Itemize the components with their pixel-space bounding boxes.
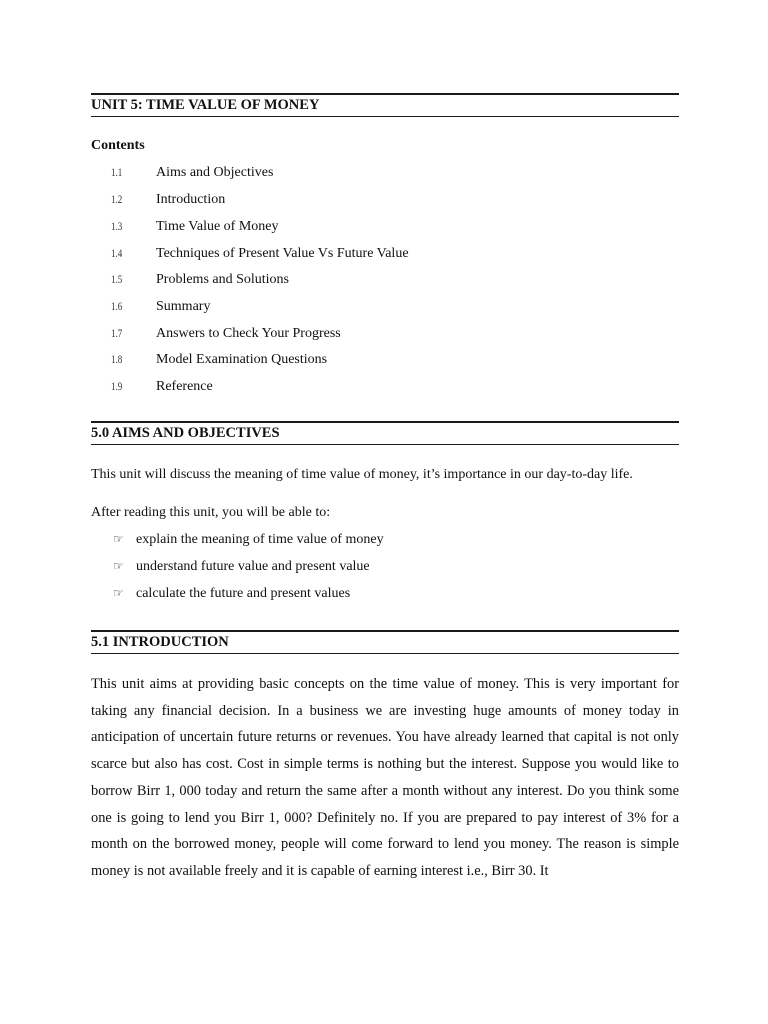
toc-item [111, 165, 273, 181]
toc-item [111, 299, 210, 315]
toc-number: 1.8 [111, 352, 123, 366]
toc-item [111, 326, 341, 342]
contents-heading: Contents [91, 138, 145, 153]
toc-label: Model Examination Questions [156, 352, 328, 367]
aims-lead-text: After reading this unit, you will be able to: [91, 505, 331, 520]
aims-intro-text: This unit will discuss the meaning of time value of money, it’s importance in our day-to-day life. [91, 467, 633, 482]
toc-label: Reference [156, 379, 213, 394]
section-heading: 5.1 INTRODUCTION [91, 634, 229, 650]
toc-item [111, 352, 327, 368]
toc-label: Techniques of Present Value Vs Future Value [156, 246, 409, 261]
bullet-item [113, 559, 370, 575]
toc-number: 1.9 [111, 379, 123, 393]
pointing-hand-icon: ☞ [113, 559, 124, 573]
bullet-text: explain the meaning of time value of money [136, 532, 384, 547]
toc-label: Aims and Objectives [156, 165, 274, 180]
unit-title-bar [91, 93, 679, 117]
pointing-hand-icon: ☞ [113, 532, 124, 546]
pointing-hand-icon: ☞ [113, 586, 124, 600]
toc-number: 1.5 [111, 272, 123, 286]
toc-label: Answers to Check Your Progress [156, 326, 341, 341]
unit-title: UNIT 5: TIME VALUE OF MONEY [91, 97, 320, 113]
toc-number: 1.3 [111, 219, 123, 233]
toc-item [111, 272, 289, 288]
bullet-text: calculate the future and present values [136, 586, 351, 601]
toc-number: 1.2 [111, 192, 123, 206]
toc-label: Summary [156, 299, 211, 314]
section-heading-bar [91, 421, 679, 445]
toc-item [111, 246, 409, 262]
bullet-text: understand future value and present value [136, 559, 370, 574]
toc-number: 1.1 [111, 165, 123, 179]
toc-label: Introduction [156, 192, 226, 207]
section-heading: 5.0 AIMS AND OBJECTIVES [91, 425, 280, 441]
toc-number: 1.7 [111, 326, 123, 340]
toc-item [111, 379, 213, 395]
toc-item [111, 219, 279, 235]
paragraph-text: This unit aims at providing basic concepts on the time value of money. This is very important for taking any financial decision. In a business we are investing huge amounts of money today in anticipation of uncertain future returns or revenues. You have already learned that capital is not only scarce but also has cost. Cost in simple terms is nothing but the interest. Suppose you would like to borrow Birr 1, 000 today and return the same after a month without any interest. Do you think some one is going to lend you Birr 1, 000? Definitely no. If you are prepared to pay interest of 3% for a month on the borrowed money, people will come forward to lend you money. The reason is simple money is not available freely and it is capable of earning interest i.e., Birr 30. It [91, 676, 679, 879]
bullet-item [113, 532, 384, 548]
toc-number: 1.6 [111, 299, 123, 313]
introduction-paragraph [91, 671, 679, 885]
section-heading-bar [91, 630, 679, 654]
toc-label: Time Value of Money [156, 219, 279, 234]
bullet-item [113, 586, 350, 602]
toc-label: Problems and Solutions [156, 272, 290, 287]
toc-item [111, 192, 225, 208]
toc-number: 1.4 [111, 246, 123, 260]
